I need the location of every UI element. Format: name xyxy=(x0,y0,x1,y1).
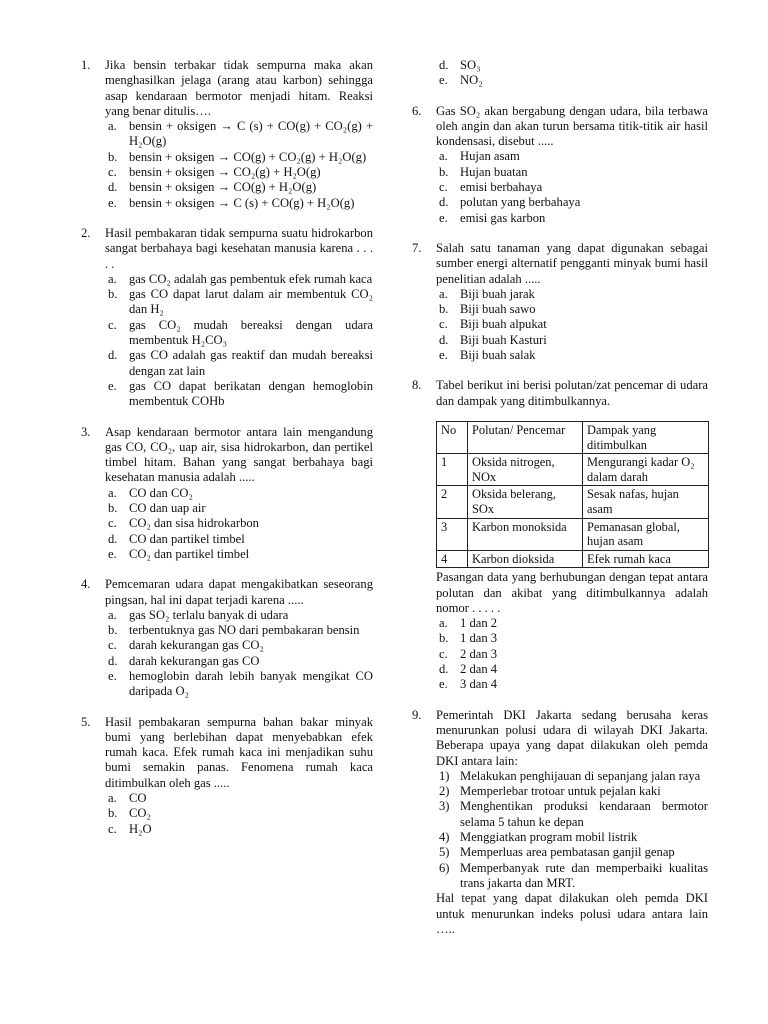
option-d: d. bensin + oksigen → CO(g) + H₂O(g) xyxy=(108,180,317,195)
question-number: 3. xyxy=(81,424,91,439)
left-column xyxy=(81,58,373,837)
option-e: e. CO₂ dan partikel timbel xyxy=(108,546,250,561)
option-c: c. CO₂ dan sisa hidrokarbon xyxy=(108,516,259,531)
option-a: a. gas CO₂ adalah gas pembentuk efek rumah kaca xyxy=(108,271,373,286)
option-b: b. 1 dan 3 xyxy=(439,631,498,646)
table-row xyxy=(437,550,709,568)
option-d: d. Biji buah Kasturi xyxy=(439,332,547,347)
question-5-continued xyxy=(412,58,708,89)
option-e: e. NO₂ xyxy=(439,73,483,88)
table-row xyxy=(437,486,709,518)
option-d: d. gas CO adalah gas reaktif dan mudah bereaksi dengan zat lain xyxy=(108,348,373,378)
table-header: Polutan/ Pencemar xyxy=(468,421,583,453)
question-stem: Gas SO₂ akan bergabung dengan udara, bila terbawa oleh angin dan akan turun bersama titik-titik air hasil kondensasi, disebut ..... xyxy=(436,103,708,149)
question-4 xyxy=(81,577,373,699)
question-3 xyxy=(81,425,373,563)
question-number: 9. xyxy=(412,707,422,722)
statement-item: 5) Memperluas area pembatasan ganjil genap xyxy=(439,845,675,860)
statement-item: 6) Memperbanyak rute dan memperbaiki kualitas trans jakarta dan MRT. xyxy=(439,860,708,890)
table-cell: 4 xyxy=(437,550,468,568)
statement-item: 1) Melakukan penghijauan di sepanjang jalan raya xyxy=(439,768,701,783)
question-stem: Jika bensin terbakar tidak sempurna maka akan menghasilkan jelaga (arang atau karbon) sehingga asap kendaraan bermotor menjadi hitam. Reaksi yang benar ditulis…. xyxy=(105,58,373,118)
option-c: c. Biji buah alpukat xyxy=(439,317,547,332)
table-cell: Oksida nitrogen, NOx xyxy=(468,454,583,486)
option-a: a. CO xyxy=(108,791,147,806)
option-b: b. terbentuknya gas NO dari pembakaran bensin xyxy=(108,623,360,638)
table-header: No xyxy=(437,421,468,453)
question-number: 7. xyxy=(412,240,422,255)
question-number: 5. xyxy=(81,714,91,729)
option-b: b. bensin + oksigen → CO(g) + CO₂(g) + H₂O(g) xyxy=(108,149,367,164)
question-stem: Salah satu tanaman yang dapat digunakan sebagai sumber energi alternatif pengganti minyak bumi hasil penelitian adalah ..... xyxy=(436,240,708,286)
question-prompt: Hal tepat yang dapat dilakukan oleh pemda DKI untuk menurunkan indeks polusi udara antara lain ….. xyxy=(436,891,708,936)
question-stem: Pemcemaran udara dapat mengakibatkan seseorang pingsan, hal ini dapat terjadi karena ..... xyxy=(105,577,373,607)
option-b: b. Hujan buatan xyxy=(439,164,528,179)
option-a: a. CO dan CO₂ xyxy=(108,485,193,500)
option-a: a. Biji buah jarak xyxy=(439,286,535,301)
option-e: e. Biji buah salak xyxy=(439,348,536,363)
option-d: d. darah kekurangan gas CO xyxy=(108,653,260,668)
option-b: b. CO dan uap air xyxy=(108,501,206,516)
question-stem: Tabel berikut ini berisi polutan/zat pencemar di udara dan dampak yang ditimbulkannya. xyxy=(436,378,708,408)
table-header-row xyxy=(437,421,709,453)
question-8 xyxy=(412,378,708,692)
table-row xyxy=(437,518,709,550)
option-c: c. emisi berbahaya xyxy=(439,180,543,195)
option-a: a. Hujan asam xyxy=(439,149,520,164)
question-1 xyxy=(81,58,373,211)
table-cell: Pemanasan global, hujan asam xyxy=(583,518,709,550)
statement-item: 4) Menggiatkan program mobil listrik xyxy=(439,830,638,845)
option-b: b. gas CO dapat larut dalam air membentuk CO₂ dan H₂ xyxy=(108,287,373,317)
table-cell: Karbon dioksida xyxy=(468,550,583,568)
option-e: e. hemoglobin darah lebih banyak mengikat CO daripada O₂ xyxy=(108,668,373,699)
question-number: 8. xyxy=(412,378,422,393)
question-stem: Hasil pembakaran tidak sempurna suatu hidrokarbon sangat berbahaya bagi kesehatan manusia karena . . . . . xyxy=(105,225,373,271)
statement-item: 3) Menghentikan produksi kendaraan bermotor selama 5 tahun ke depan xyxy=(439,799,708,829)
table-cell: 3 xyxy=(437,518,468,550)
option-e: e. 3 dan 4 xyxy=(439,677,498,692)
option-b: b. CO₂ xyxy=(108,806,151,821)
option-a: a. bensin + oksigen → C (s) + CO(g) + CO₂(g) + H₂O(g) xyxy=(108,119,373,149)
option-c: c. bensin + oksigen → CO₂(g) + H₂O(g) xyxy=(108,165,321,180)
option-d: d. CO dan partikel timbel xyxy=(108,531,245,546)
option-d: d. SO₃ xyxy=(439,58,481,72)
question-number: 4. xyxy=(81,577,91,592)
question-9 xyxy=(412,708,708,937)
table-header: Dampak yang ditimbulkan xyxy=(583,421,709,453)
table-cell: Efek rumah kaca xyxy=(583,550,709,568)
question-number: 1. xyxy=(81,58,91,72)
question-stem: Pemerintah DKI Jakarta sedang berusaha keras menurunkan polusi udara di wilayah DKI Jakarta. Beberapa upaya yang dapat dilakukan oleh pemda DKI antara lain: xyxy=(436,707,708,768)
question-number: 2. xyxy=(81,225,91,240)
option-c: c. H₂O xyxy=(108,821,152,836)
table-cell: Sesak nafas, hujan asam xyxy=(583,486,709,518)
table-cell: 1 xyxy=(437,454,468,486)
question-6 xyxy=(412,104,708,226)
question-number: 6. xyxy=(412,103,422,118)
question-stem: Hasil pembakaran sempurna bahan bakar minyak bumi yang berlebihan dapat menyebabkan efek rumah kaca. Efek rumah kaca ini menjadikan suhu bumi semakin panas. Fenomena rumah kaca ditimbulkan oleh gas ..... xyxy=(105,714,373,790)
option-a: a. gas SO₂ terlalu banyak di udara xyxy=(108,607,289,622)
question-5 xyxy=(81,715,373,837)
option-d: d. polutan yang berbahaya xyxy=(439,195,581,210)
option-e: e. bensin + oksigen → C (s) + CO(g) + H₂O(g) xyxy=(108,195,355,210)
option-e: e. gas CO dapat berikatan dengan hemoglobin membentuk COHb xyxy=(108,378,373,409)
table-cell: Karbon monoksida xyxy=(468,518,583,550)
pollutant-table xyxy=(436,421,709,568)
table-cell: Mengurangi kadar O₂ dalam darah xyxy=(583,454,709,486)
table-row xyxy=(437,454,709,486)
table-cell: 2 xyxy=(437,486,468,518)
statement-item: 2) Memperlebar trotoar untuk pejalan kaki xyxy=(439,784,661,799)
option-a: a. 1 dan 2 xyxy=(439,616,498,631)
option-c: c. darah kekurangan gas CO₂ xyxy=(108,638,264,653)
option-d: d. 2 dan 4 xyxy=(439,662,498,677)
question-7 xyxy=(412,241,708,363)
question-stem: Asap kendaraan bermotor antara lain mengandung gas CO, CO₂, uap air, sisa hidrokarbon, dan pertikel timbel hitam. Bahan yang sangat berbahaya bagi kesehatan manusia adalah ..... xyxy=(105,424,373,485)
question-prompt: Pasangan data yang berhubungan dengan tepat antara polutan dan akibat yang ditimbulkannya adalah nomor . . . . . xyxy=(436,570,708,615)
option-c: c. 2 dan 3 xyxy=(439,646,498,661)
table-cell: Oksida belerang, SOx xyxy=(468,486,583,518)
question-2 xyxy=(81,226,373,410)
option-b: b. Biji buah sawo xyxy=(439,302,536,317)
option-c: c. gas CO₂ mudah bereaksi dengan udara membentuk H₂CO₃ xyxy=(108,317,373,348)
right-column xyxy=(412,58,708,937)
option-e: e. emisi gas karbon xyxy=(439,210,546,225)
